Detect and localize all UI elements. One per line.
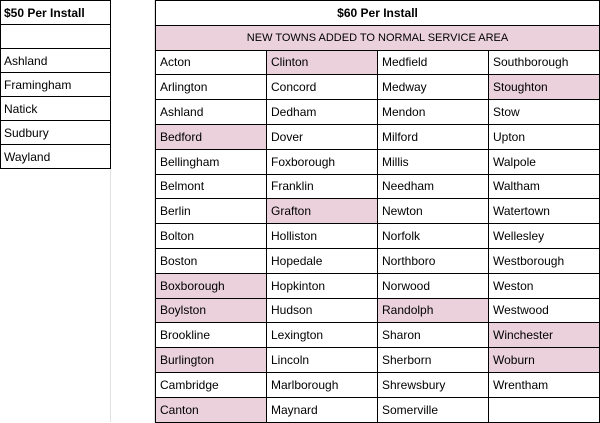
town-row [156, 50, 600, 75]
town-cell[interactable]: Wrentham [489, 372, 600, 397]
town-cell[interactable]: Burlington [156, 348, 267, 373]
town-cell[interactable]: Hopkinton [267, 273, 378, 298]
town-cell[interactable]: Sharon [378, 323, 489, 348]
town-cell[interactable]: Bedford [156, 124, 267, 149]
town-row [156, 323, 600, 348]
town-cell[interactable]: Mendon [378, 100, 489, 125]
town-cell[interactable]: Randolph [378, 298, 489, 323]
town-row [156, 248, 600, 273]
town-row [156, 124, 600, 149]
town-row [156, 372, 600, 397]
town-cell[interactable]: Stow [489, 100, 600, 125]
town-cell[interactable]: Lexington [267, 323, 378, 348]
town-cell[interactable]: Westwood [489, 298, 600, 323]
town-cell[interactable]: Wellesley [489, 224, 600, 249]
town-cell[interactable]: Bolton [156, 224, 267, 249]
town-row [156, 100, 600, 125]
town-cell[interactable]: Arlington [156, 75, 267, 100]
town-cell[interactable]: Sudbury [1, 121, 111, 145]
town-row [156, 397, 600, 422]
town-cell[interactable]: Wayland [1, 145, 111, 169]
town-row [156, 149, 600, 174]
town-cell[interactable]: Needham [378, 174, 489, 199]
town-cell[interactable]: Maynard [267, 397, 378, 422]
sixty-dollar-table [155, 0, 600, 423]
town-cell[interactable]: Foxborough [267, 149, 378, 174]
town-cell[interactable]: Winchester [489, 323, 600, 348]
town-cell[interactable]: Bellingham [156, 149, 267, 174]
new-towns-banner[interactable]: NEW TOWNS ADDED TO NORMAL SERVICE AREA [156, 25, 600, 50]
town-cell[interactable]: Walpole [489, 149, 600, 174]
town-cell[interactable]: Canton [156, 397, 267, 422]
town-cell[interactable]: Norwood [378, 273, 489, 298]
sixty-dollar-section [155, 0, 600, 423]
town-row [156, 348, 600, 373]
town-cell[interactable]: Lincoln [267, 348, 378, 373]
blank-cell[interactable] [489, 397, 600, 422]
sixty-dollar-header[interactable]: $60 Per Install [156, 1, 600, 26]
town-cell[interactable]: Medway [378, 75, 489, 100]
town-cell[interactable]: Dedham [267, 100, 378, 125]
town-cell[interactable]: Sherborn [378, 348, 489, 373]
town-cell[interactable]: Millis [378, 149, 489, 174]
town-cell[interactable]: Acton [156, 50, 267, 75]
town-cell[interactable]: Westborough [489, 248, 600, 273]
town-cell[interactable]: Ashland [1, 49, 111, 73]
town-cell[interactable]: Woburn [489, 348, 600, 373]
town-cell[interactable]: Northboro [378, 248, 489, 273]
town-cell[interactable]: Belmont [156, 174, 267, 199]
town-row [156, 174, 600, 199]
town-cell[interactable]: Norfolk [378, 224, 489, 249]
town-row [156, 224, 600, 249]
town-cell[interactable]: Grafton [267, 199, 378, 224]
town-row [156, 199, 600, 224]
town-cell[interactable]: Somerville [378, 397, 489, 422]
town-cell[interactable]: Newton [378, 199, 489, 224]
town-cell[interactable]: Boston [156, 248, 267, 273]
town-cell[interactable]: Waltham [489, 174, 600, 199]
town-cell[interactable]: Marlborough [267, 372, 378, 397]
town-cell[interactable]: Boylston [156, 298, 267, 323]
town-cell[interactable]: Franklin [267, 174, 378, 199]
town-cell[interactable]: Medfield [378, 50, 489, 75]
blank-cell[interactable] [1, 25, 111, 49]
town-cell[interactable]: Clinton [267, 50, 378, 75]
town-cell[interactable]: Stoughton [489, 75, 600, 100]
town-cell[interactable]: Brookline [156, 323, 267, 348]
town-cell[interactable]: Natick [1, 97, 111, 121]
town-cell[interactable]: Boxborough [156, 273, 267, 298]
town-row [156, 273, 600, 298]
town-cell[interactable]: Hopedale [267, 248, 378, 273]
town-cell[interactable]: Shrewsbury [378, 372, 489, 397]
town-cell[interactable]: Hudson [267, 298, 378, 323]
town-cell[interactable]: Framingham [1, 73, 111, 97]
town-cell[interactable]: Dover [267, 124, 378, 149]
town-row [156, 298, 600, 323]
town-cell[interactable]: Southborough [489, 50, 600, 75]
town-cell[interactable]: Berlin [156, 199, 267, 224]
town-cell[interactable]: Cambridge [156, 372, 267, 397]
town-cell[interactable]: Ashland [156, 100, 267, 125]
town-cell[interactable]: Holliston [267, 224, 378, 249]
town-row [156, 75, 600, 100]
fifty-dollar-header[interactable]: $50 Per Install [1, 1, 111, 25]
town-cell[interactable]: Upton [489, 124, 600, 149]
town-cell[interactable]: Concord [267, 75, 378, 100]
town-cell[interactable]: Weston [489, 273, 600, 298]
town-cell[interactable]: Watertown [489, 199, 600, 224]
fifty-dollar-table [0, 0, 111, 169]
town-cell[interactable]: Milford [378, 124, 489, 149]
